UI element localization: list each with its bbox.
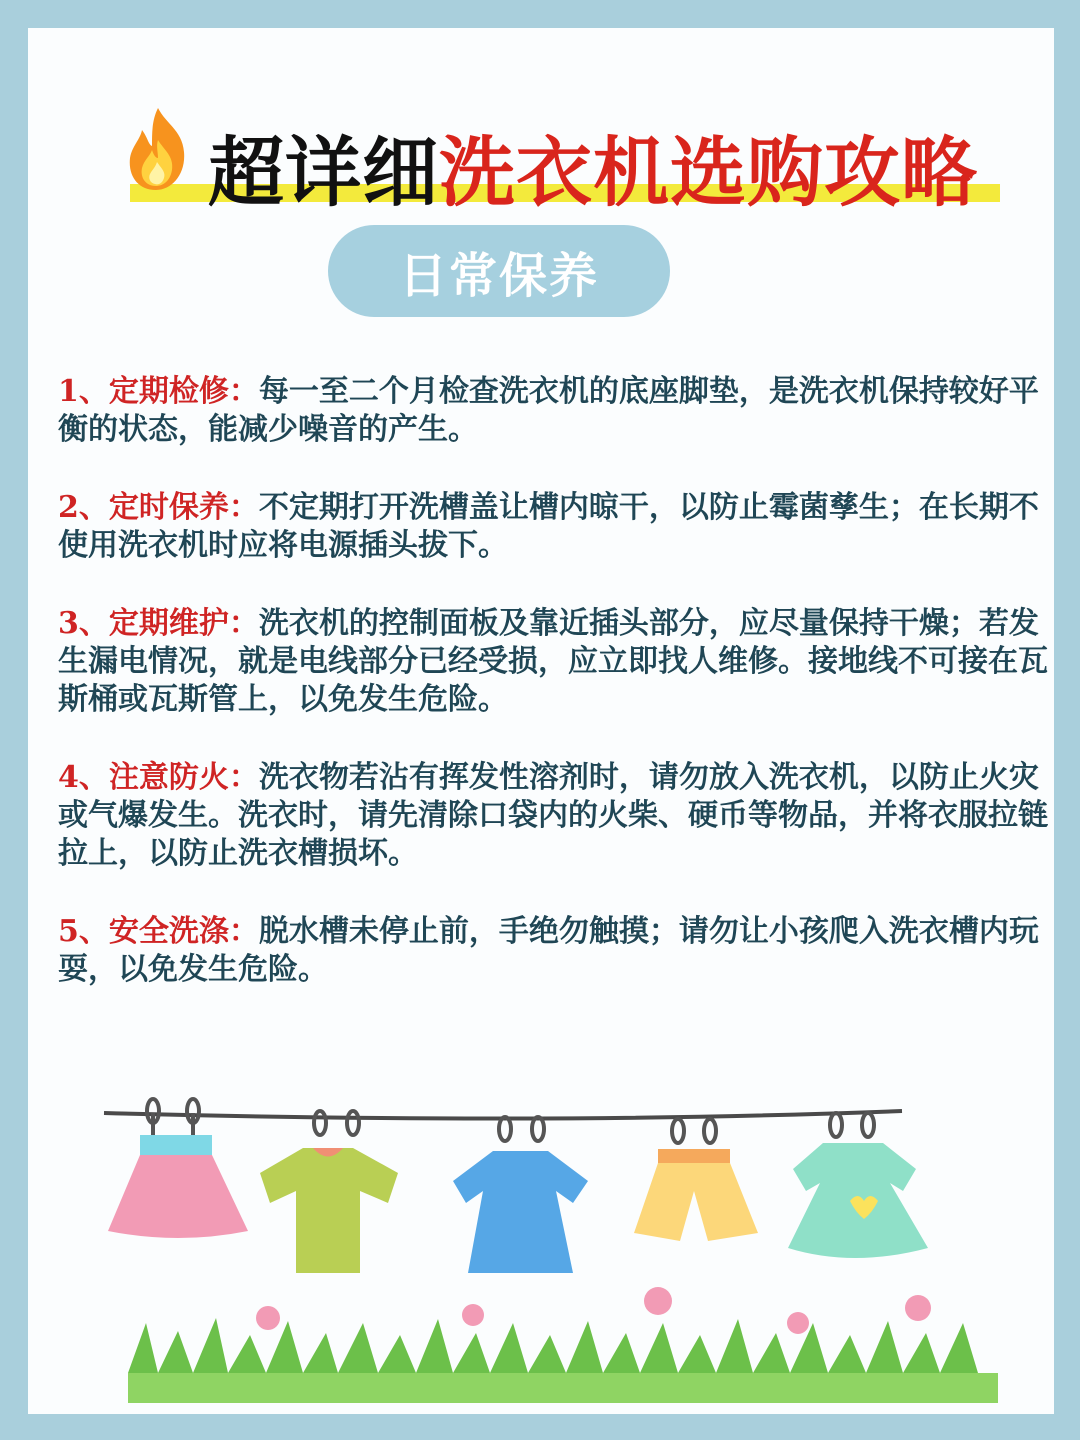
pink-skirt-icon — [108, 1099, 248, 1238]
maintenance-list — [58, 373, 1048, 1029]
green-shirt-icon — [260, 1111, 398, 1273]
title-red-part: 洗衣机选购攻略 — [439, 128, 978, 217]
clothesline-illustration — [98, 1073, 998, 1403]
item-text: 洗衣物若沾有挥发性溶剂时，请勿放入洗衣机，以防止火灾或气爆发生。洗衣时，请先清除口袋内的火柴、硬币等物品，并将衣服拉链拉上，以防止洗衣槽损坏。 — [58, 760, 1048, 871]
section-pill-label: 日常保养 — [398, 247, 599, 304]
item-label: 4、注意防火： — [58, 760, 259, 795]
title-block — [100, 106, 1030, 216]
item-text: 脱水槽未停止前，手绝勿触摸；请勿让小孩爬入洗衣槽内玩耍，以免发生危险。 — [58, 914, 1039, 987]
item-label: 1、定期检修： — [58, 374, 259, 409]
item-label: 5、安全洗涤： — [58, 914, 259, 949]
list-item — [58, 605, 1048, 719]
section-pill — [328, 225, 670, 317]
list-item — [58, 373, 1048, 449]
page-title — [208, 112, 978, 221]
content-card — [28, 28, 1054, 1414]
yellow-shorts-icon — [634, 1119, 758, 1241]
item-label: 2、定时保养： — [58, 490, 259, 525]
blue-dress-icon — [453, 1117, 588, 1273]
mint-dress-icon — [788, 1113, 928, 1258]
grass-decoration — [128, 1287, 998, 1403]
item-text: 洗衣机的控制面板及靠近插头部分，应尽量保持干燥；若发生漏电情况，就是电线部分已经受损，应立即找人维修。接地线不可接在瓦斯桶或瓦斯管上，以免发生危险。 — [58, 606, 1048, 717]
item-text: 不定期打开洗槽盖让槽内晾干，以防止霉菌孳生；在长期不使用洗衣机时应将电源插头拔下。 — [58, 490, 1039, 563]
title-black-part: 超详细 — [208, 128, 439, 217]
item-text: 每一至二个月检查洗衣机的底座脚垫，是洗衣机保持较好平衡的状态，能减少噪音的产生。 — [58, 374, 1039, 447]
item-label: 3、定期维护： — [58, 606, 259, 641]
list-item — [58, 489, 1048, 565]
fire-icon — [122, 106, 194, 192]
list-item — [58, 759, 1048, 873]
list-item — [58, 913, 1048, 989]
